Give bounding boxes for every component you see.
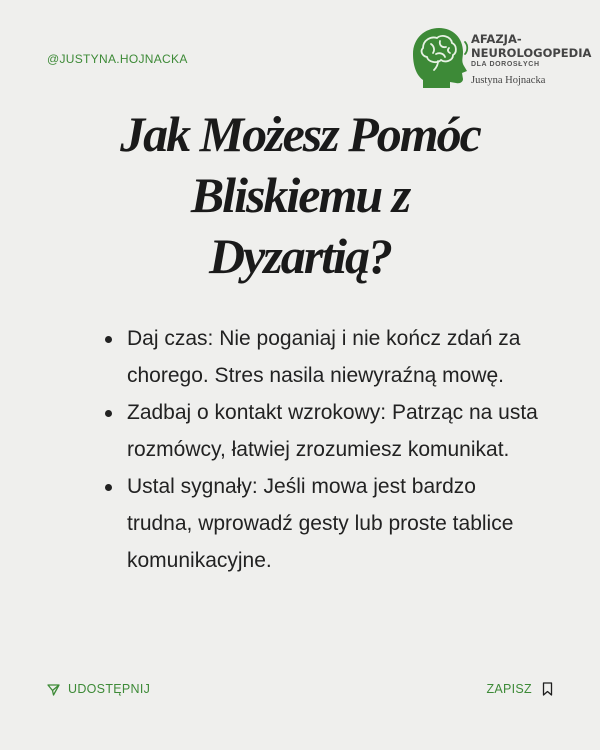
list-item: Daj czas: Nie poganiaj i nie kończ zdań za chorego. Stres nasila niewyraźną mowę. <box>100 320 545 394</box>
list-item: Zadbaj o kontakt wzrokowy: Patrząc na usta rozmówcy, łatwiej zrozumiesz komunikat. <box>100 394 545 468</box>
logo-author: Justyna Hojnacka <box>471 75 546 86</box>
logo-line-1: AFAZJA- <box>471 32 522 46</box>
save-label: ZAPISZ <box>486 682 532 696</box>
share-button[interactable] <box>47 682 150 696</box>
bookmark-icon <box>542 682 553 696</box>
title-line-1: Jak Możesz Pomóc <box>120 106 480 162</box>
logo-line-3: DLA DOROSŁYCH <box>471 61 540 68</box>
list-item: Ustal sygnały: Jeśli mowa jest bardzo trudna, wprowadź gesty lub proste tablice komunikacyjne. <box>100 468 545 579</box>
account-handle: @JUSTYNA.HOJNACKA <box>47 52 188 66</box>
save-button[interactable] <box>486 682 553 696</box>
tips-list <box>100 320 545 579</box>
title-line-2: Bliskiemu z <box>190 167 410 223</box>
logo-line-2: NEUROLOGOPEDIA <box>471 46 592 60</box>
share-label: UDOSTĘPNIJ <box>68 682 151 696</box>
send-icon <box>47 683 60 696</box>
brain-head-logo-icon <box>405 24 469 88</box>
page-title <box>50 104 550 287</box>
brand-logo <box>405 24 592 104</box>
title-line-3: Dyzartią? <box>209 228 391 284</box>
